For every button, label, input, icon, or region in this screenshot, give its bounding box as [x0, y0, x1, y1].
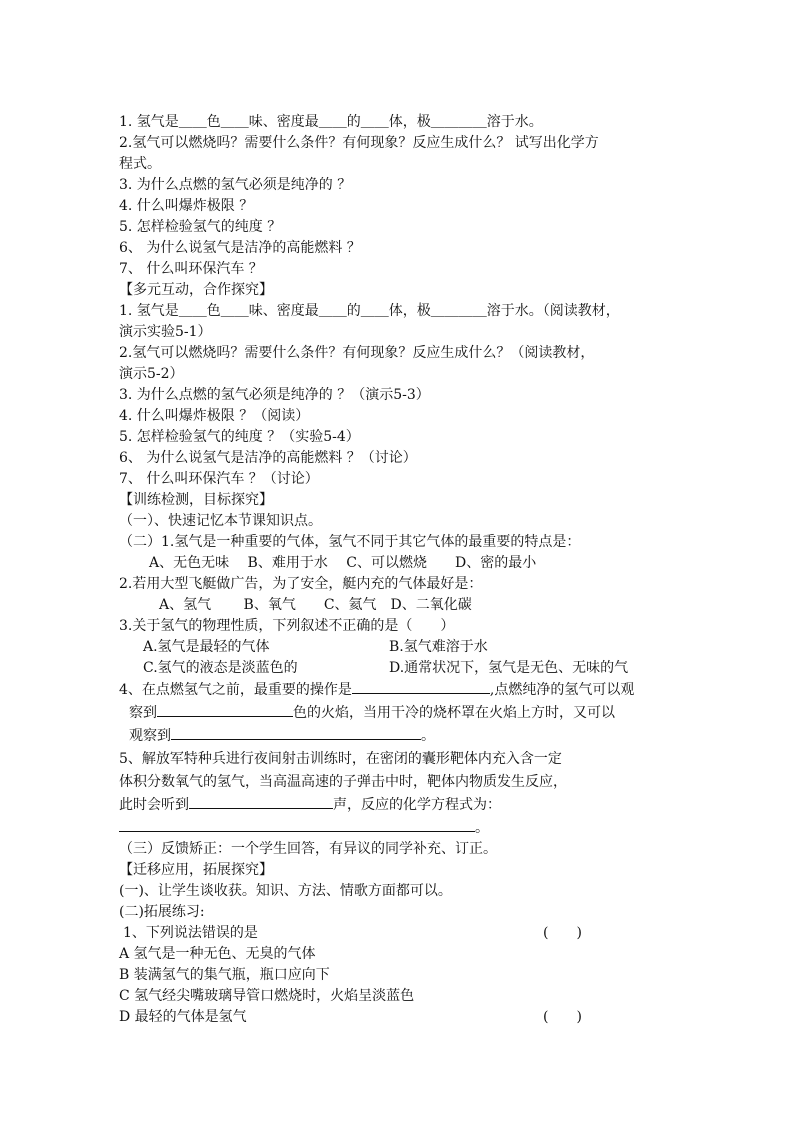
training-q3-options-cd — [119, 658, 679, 679]
explore-q5: 5. 怎样检验氢气的纯度 ？（实验5-4） — [119, 429, 360, 445]
explore-q2: 2.氢气可以燃烧吗？需要什么条件？有何现象？反应生成什么？（阅读教材， — [119, 345, 595, 361]
training-q2: 2.若用大型飞艇做广告，为了安全，艇内充的气体最好是： — [119, 576, 483, 592]
section-heading-application: 【迁移应用，拓展探究】 — [119, 862, 273, 878]
preview-q3: 3. 为什么点燃的氢气必须是纯净的 ？ — [119, 177, 352, 193]
preview-q5: 5. 怎样检验氢气的纯度 ？ — [119, 219, 282, 235]
explore-q4: 4. 什么叫爆炸极限 ？（阅读） — [119, 408, 310, 424]
preview-q2: 2.氢气可以燃烧吗？需要什么条件？有何现象？反应生成什么？ 试写出化学方 — [119, 135, 599, 151]
q4-text-c: 察到 — [129, 705, 157, 721]
explore-q3: 3. 为什么点燃的氢气必须是纯净的 ？（演示5-3） — [119, 387, 430, 403]
explore-q7: 7、 什么叫环保汽车 ？（讨论） — [119, 471, 319, 487]
explore-q2-cont: 演示5-2） — [119, 366, 184, 382]
q4-text-d: 色的火焰，当用干冷的烧杯罩在火焰上方时，又可以 — [293, 705, 615, 721]
training-q4 — [119, 679, 679, 702]
training-q5-cont2 — [119, 794, 679, 817]
q4-text-e: 观察到 — [129, 728, 171, 744]
q4-text-a: 4、在点燃氢气之前，最重要的操作是 — [119, 682, 352, 698]
preview-q6: 6、 为什么说氢气是洁净的高能燃料 ？ — [119, 240, 361, 256]
q5-blank-2[interactable] — [119, 817, 475, 832]
worksheet-page — [119, 112, 679, 1028]
training-q2-options: A、氢气 B、氧气 C、氦气 D、二氧化碳 — [159, 597, 472, 613]
training-q5-cont3 — [119, 817, 679, 839]
training-q5-cont: 体积分数氧气的氢气，当高温高速的子弹击中时，靶体内物质发生反应， — [119, 774, 567, 790]
q5-blank-1[interactable] — [189, 794, 333, 809]
extension-q1-option-d-text: D 最轻的气体是氢气 — [119, 1009, 247, 1025]
preview-q7: 7、 什么叫环保汽车 ？ — [119, 261, 263, 277]
extension-q2-paren: ( ) — [543, 1009, 582, 1025]
training-q1-options: A、无色无味 B、难用于水 C、可以燃烧 D、密的最小 — [149, 555, 537, 571]
extension-q1-option-b: B 装满氢气的集气瓶，瓶口应向下 — [119, 967, 330, 983]
explore-q1: 1. 氢气是＿＿色＿＿味、密度最＿＿的＿＿体，极＿＿＿＿溶于水。（阅读教材， — [119, 303, 620, 319]
q4-text-b: ,点燃纯净的氢气可以观 — [489, 682, 635, 698]
preview-q2-cont: 程式。 — [119, 156, 161, 172]
explore-q1-cont: 演示实验5-1） — [119, 324, 212, 340]
q4-text-f: 。 — [421, 728, 435, 744]
extension-q1-text: 1、下列说法错误的是 — [123, 925, 258, 941]
extension-q1 — [119, 923, 679, 944]
extension-q1-option-d — [119, 1007, 679, 1028]
q4-blank-3[interactable] — [171, 725, 421, 740]
section-heading-training: 【训练检测，目标探究】 — [119, 492, 273, 508]
option-b: B.氢气难溶于水 — [389, 639, 488, 655]
option-d: D.通常状况下，氢气是无色、无味的气 — [389, 660, 629, 676]
application-part1: (一)、让学生谈收获。知识、方法、情歌方面都可以。 — [119, 883, 452, 899]
option-c: C.氢气的液态是淡蓝色的 — [143, 660, 298, 676]
extension-q1-option-a: A 氢气是一种无色、无臭的气体 — [119, 946, 316, 962]
q5-text-c: 。 — [475, 820, 489, 836]
training-part1: （一）、快速记忆本节课知识点。 — [119, 513, 322, 529]
training-q3: 3.关于氢气的物理性质，下列叙述不正确的是（ ） — [119, 618, 455, 634]
training-part3: （三）反馈矫正：一个学生回答，有异议的同学补充、订正。 — [119, 841, 497, 857]
training-q3-options-ab — [119, 637, 679, 658]
q4-blank-2[interactable] — [157, 702, 293, 717]
option-a: A.氢气是最轻的气体 — [143, 639, 270, 655]
training-q1: （二）1.氢气是一种重要的气体，氢气不同于其它气体的最重要的特点是： — [119, 534, 581, 550]
application-part2: (二)拓展练习: — [119, 904, 205, 920]
q4-blank-1[interactable] — [352, 679, 490, 694]
q5-text-a: 此时会听到 — [119, 797, 189, 813]
training-q4-cont — [119, 702, 679, 725]
preview-q1: 1. 氢气是＿＿色＿＿味、密度最＿＿的＿＿体，极＿＿＿＿溶于水。 — [119, 114, 543, 130]
training-q5: 5、解放军特种兵进行夜间射击训练时，在密闭的囊形靶体内充入含一定 — [119, 751, 562, 767]
section-heading-interaction: 【多元互动，合作探究】 — [119, 282, 273, 298]
preview-q4: 4. 什么叫爆炸极限 ？ — [119, 198, 254, 214]
extension-q1-option-c: C 氢气经尖嘴玻璃导管口燃烧时，火焰呈淡蓝色 — [119, 988, 415, 1004]
explore-q6: 6、 为什么说氢气是洁净的高能燃料 ？（讨论） — [119, 450, 417, 466]
extension-q1-paren: ( ) — [543, 925, 582, 941]
training-q4-cont2 — [119, 725, 679, 748]
q5-text-b: 声，反应的化学方程式为： — [333, 797, 501, 813]
